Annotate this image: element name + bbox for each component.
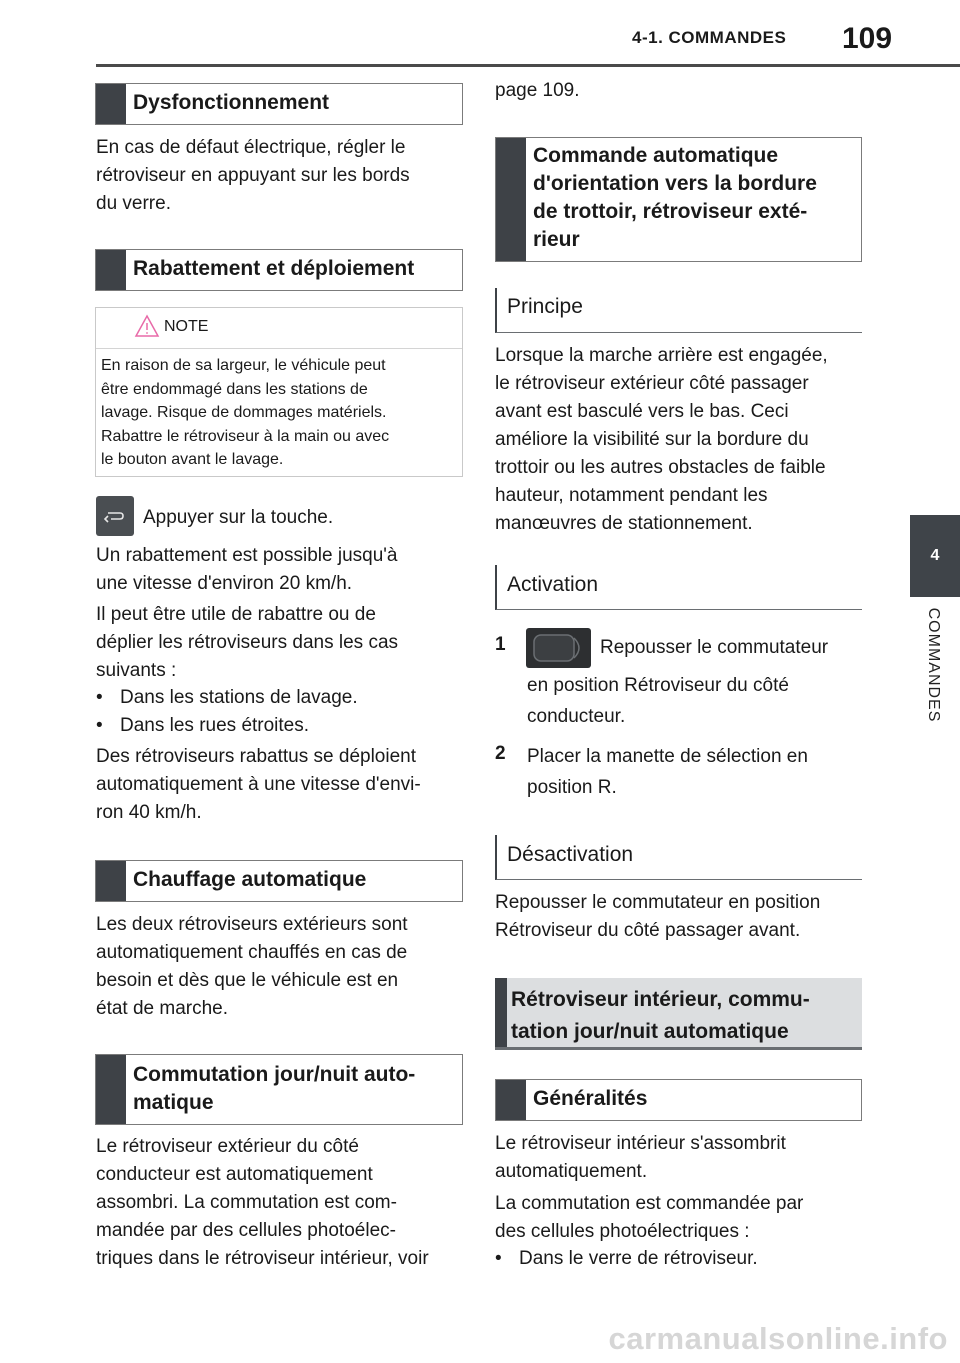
note-box bbox=[95, 307, 463, 477]
press-key-text: Appuyer sur la touche. bbox=[143, 507, 334, 528]
step2-text-a: Placer la manette de sélection en bbox=[527, 746, 808, 767]
step2-text-b: position R. bbox=[527, 777, 617, 798]
step1-text-a: Repousser le commutateur bbox=[600, 637, 829, 658]
mirror-fold-button-icon bbox=[96, 496, 134, 536]
list-item: • Dans le verre de rétroviseur. bbox=[495, 1248, 758, 1269]
mirror-switch-icon bbox=[526, 628, 591, 668]
paragraph-principe: Lorsque la marche arrière est engagée, le rétroviseur extérieur côté passager avant est basculé vers le bas. Ceci améliore la visibilité sur la bordure du trottoir ou les autres obstacles de faible hauteur, notamment pendant les manœuvres de stationnement. bbox=[495, 345, 828, 534]
note-text: En raison de sa largeur, le véhicule peut être endommagé dans les stations de lavage. Risque de dommages matériels. Rabattre le rétroviseur à la main ou avec le bouton avant le lavage. bbox=[101, 357, 390, 468]
bullet-generalites bbox=[495, 1245, 865, 1273]
heading-rabattement: Rabattement et déploiement bbox=[95, 249, 463, 291]
subheading-desactivation: Désactivation bbox=[495, 835, 862, 880]
step-number-1: 1 bbox=[495, 634, 506, 655]
chapter-label: COMMANDES bbox=[925, 607, 942, 723]
paragraph-speed: Un rabattement est possible jusqu'à une vitesse d'environ 20 km/h. bbox=[96, 545, 398, 594]
page-number: 109 bbox=[842, 22, 893, 55]
header-rule bbox=[96, 64, 960, 67]
step-number-2: 2 bbox=[495, 743, 506, 764]
paragraph-chauffage: Les deux rétroviseurs extérieurs sont automatiquement chauffés en cas de besoin et dès que le véhicule est en état de marche. bbox=[96, 914, 408, 1019]
heading-retroviseur-interieur: Rétroviseur intérieur, commu- tation jour/nuit automatique bbox=[495, 978, 862, 1050]
heading-commutation: Commutation jour/nuit auto- matique bbox=[95, 1054, 463, 1125]
heading-commande-automatique: Commande automatique d'orientation vers la bordure de trottoir, rétroviseur exté- rieur bbox=[495, 137, 862, 262]
paragraph-generalites-1: Le rétroviseur intérieur s'assombrit automatiquement. bbox=[495, 1133, 786, 1182]
heading-dysfonctionnement: Dysfonctionnement bbox=[95, 83, 463, 125]
paragraph-useful: Il peut être utile de rabattre ou de déplier les rétroviseurs dans les cas suivants : bbox=[96, 604, 399, 681]
paragraph-page-ref: page 109. bbox=[495, 80, 580, 101]
watermark: carmanualsonline.info bbox=[608, 1321, 948, 1356]
paragraph-deploy: Des rétroviseurs rabattus se déploient automatiquement à une vitesse d'envi- ron 40 km/h. bbox=[96, 746, 421, 823]
paragraph-commutation: Le rétroviseur extérieur du côté conducteur est automatiquement assombri. La commutation est com- mandée par des cellules photoélec- triques dans le rétroviseur intérieur, voir bbox=[96, 1136, 429, 1269]
heading-generalites: Généralités bbox=[495, 1079, 862, 1121]
paragraph-desactivation: Repousser le commutateur en position Rétroviseur du côté passager avant. bbox=[495, 892, 821, 941]
step1-text-b: en position Rétroviseur du côté bbox=[527, 675, 789, 696]
list-item: • Dans les rues étroites. bbox=[96, 715, 310, 736]
paragraph-generalites-2: La commutation est commandée par des cellules photoélectriques : bbox=[495, 1193, 804, 1242]
subheading-activation: Activation bbox=[495, 565, 862, 610]
paragraph-dysfonctionnement: En cas de défaut électrique, régler le rétroviseur en appuyant sur les bords du verre. bbox=[96, 137, 410, 214]
chapter-tab: 4 bbox=[910, 515, 960, 597]
list-item: • Dans les stations de lavage. bbox=[96, 687, 358, 708]
step1-text-c: conducteur. bbox=[527, 706, 626, 727]
note-title: NOTE bbox=[164, 318, 209, 335]
bullet-list bbox=[96, 684, 466, 740]
subheading-principe: Principe bbox=[495, 288, 862, 333]
section-title: 4-1. COMMANDES bbox=[632, 28, 787, 47]
heading-chauffage: Chauffage automatique bbox=[95, 860, 463, 902]
warning-triangle-icon bbox=[134, 314, 160, 338]
